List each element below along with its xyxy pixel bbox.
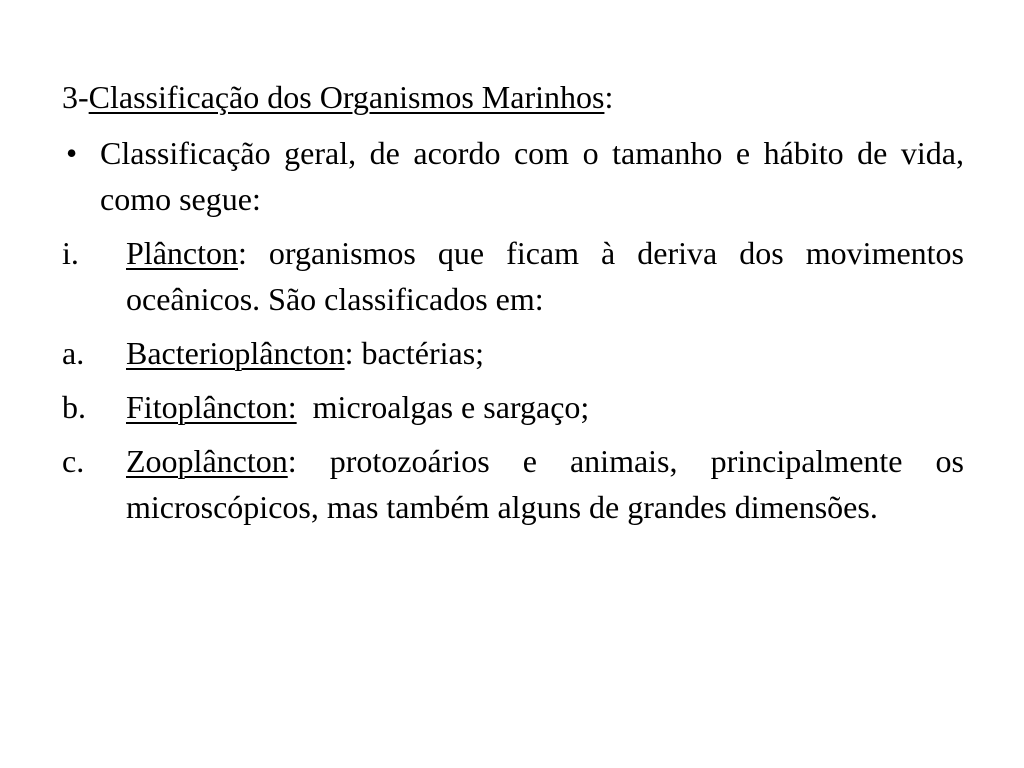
list-item-body xyxy=(126,230,964,322)
list-marker: b. xyxy=(62,389,86,425)
term-separator: : xyxy=(237,235,247,271)
definition-text: bactérias; xyxy=(353,335,485,371)
list-item-zooplancton xyxy=(62,438,964,530)
bullet-marker: • xyxy=(66,135,78,171)
list-marker: c. xyxy=(62,443,85,479)
slide-title xyxy=(62,72,964,122)
definition-text: microalgas e sargaço; xyxy=(296,389,590,425)
list-item-plancton xyxy=(62,230,964,322)
term-fitoplancton: Fitoplâncton: xyxy=(126,389,297,425)
term-separator: : xyxy=(287,443,297,479)
list-item-body xyxy=(126,330,964,376)
list-item-bacterioplancton xyxy=(62,330,964,376)
slide-content xyxy=(62,72,964,530)
title-suffix: : xyxy=(604,79,614,115)
list-item-body xyxy=(126,438,964,530)
term-plancton: Plâncton xyxy=(126,235,238,271)
definition-text: organismos que ficam à deriva dos movimentos oceânicos. São classificados em: xyxy=(126,235,964,317)
list-item-fitoplancton xyxy=(62,384,964,430)
list-marker: a. xyxy=(62,335,85,371)
term-separator: : xyxy=(344,335,354,371)
list-item-body xyxy=(126,384,964,430)
term-bacterioplancton: Bacterioplâncton xyxy=(126,335,345,371)
title-prefix: 3- xyxy=(62,79,89,115)
term-zooplancton: Zooplâncton xyxy=(126,443,288,479)
bullet-item xyxy=(62,130,964,222)
title-underlined-text: Classificação dos Organismos Marinhos xyxy=(88,79,605,115)
bullet-text: Classificação geral, de acordo com o tamanho e hábito de vida, como segue: xyxy=(100,135,964,217)
list-marker: i. xyxy=(62,235,79,271)
definition-text: protozoários e animais, principalmente os microscópicos, mas também alguns de grandes dimensões. xyxy=(126,443,964,525)
